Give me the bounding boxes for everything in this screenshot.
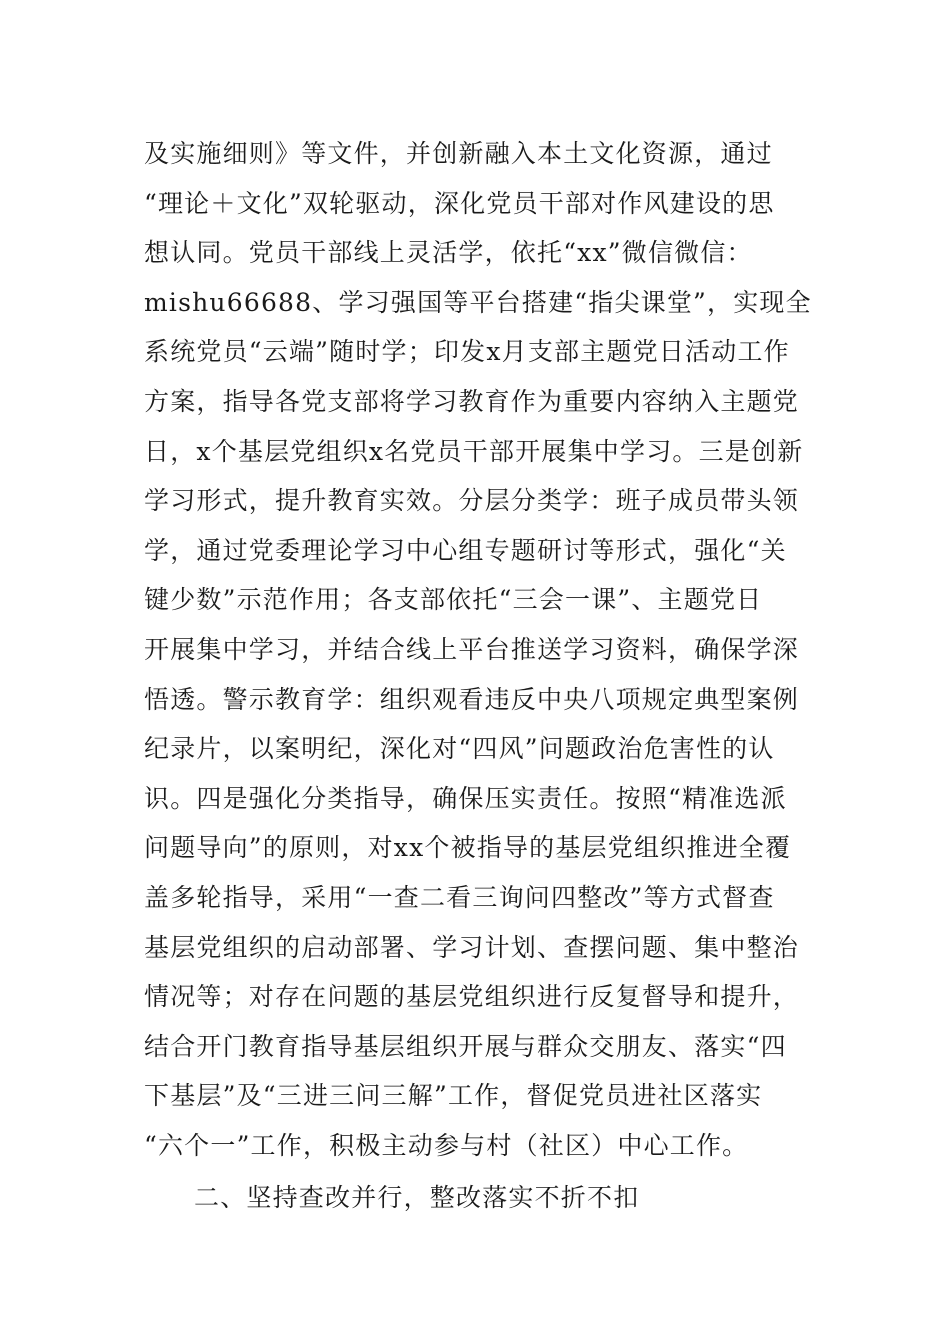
text-line: 情况等；对存在问题的基层党组织进行反复督导和提升， <box>144 982 800 1012</box>
text-line: 纪录片，以案明纪，深化对“四风”问题政治危害性的认 <box>144 734 775 764</box>
text-line: 日，x个基层党组织x名党员干部开展集中学习。三是创新 <box>144 436 804 466</box>
section-heading: 二、坚持查改并行，整改落实不折不扣 <box>194 1183 640 1212</box>
text-line: 系统党员“云端”随时学；印发x月支部主题党日活动工作 <box>144 337 790 367</box>
text-line: 学习形式，提升教育实效。分层分类学：班子成员带头领 <box>144 486 800 516</box>
body-paragraph <box>144 129 824 1170</box>
text-line: “六个一”工作，积极主动参与村（社区）中心工作。 <box>144 1130 749 1160</box>
text-line: 基层党组织的启动部署、学习计划、查摆问题、集中整治 <box>144 932 800 962</box>
text-line: 识。四是强化分类指导，确保压实责任。按照“精准选派 <box>144 783 787 813</box>
text-line: 开展集中学习，并结合线上平台推送学习资料，确保学深 <box>144 634 800 664</box>
text-line: 及实施细则》等文件，并创新融入本土文化资源，通过 <box>144 139 773 168</box>
text-line: “理论＋文化”双轮驱动，深化党员干部对作风建设的思 <box>144 188 775 218</box>
text-line: 想认同。党员干部线上灵活学，依托“xx”微信微信： <box>144 238 753 268</box>
text-line: mishu66688、学习强国等平台搭建“指尖课堂”，实现全 <box>144 287 812 317</box>
text-line: 下基层”及“三进三问三解”工作，督促党员进社区落实 <box>144 1081 763 1111</box>
text-line: 结合开门教育指导基层组织开展与群众交朋友、落实“四 <box>144 1031 787 1061</box>
text-line: 悟透。警示教育学：组织观看违反中央八项规定典型案例 <box>144 684 800 714</box>
text-line: 学，通过党委理论学习中心组专题研讨等形式，强化“关 <box>144 535 787 565</box>
text-line: 问题导向”的原则，对xx个被指导的基层党组织推进全覆 <box>144 833 792 863</box>
text-line: 盖多轮指导，采用“一查二看三询问四整改”等方式督查 <box>144 882 775 912</box>
text-line: 键少数”示范作用；各支部依托“三会一课”、主题党日 <box>144 585 763 615</box>
text-line: 方案，指导各党支部将学习教育作为重要内容纳入主题党 <box>144 386 800 416</box>
